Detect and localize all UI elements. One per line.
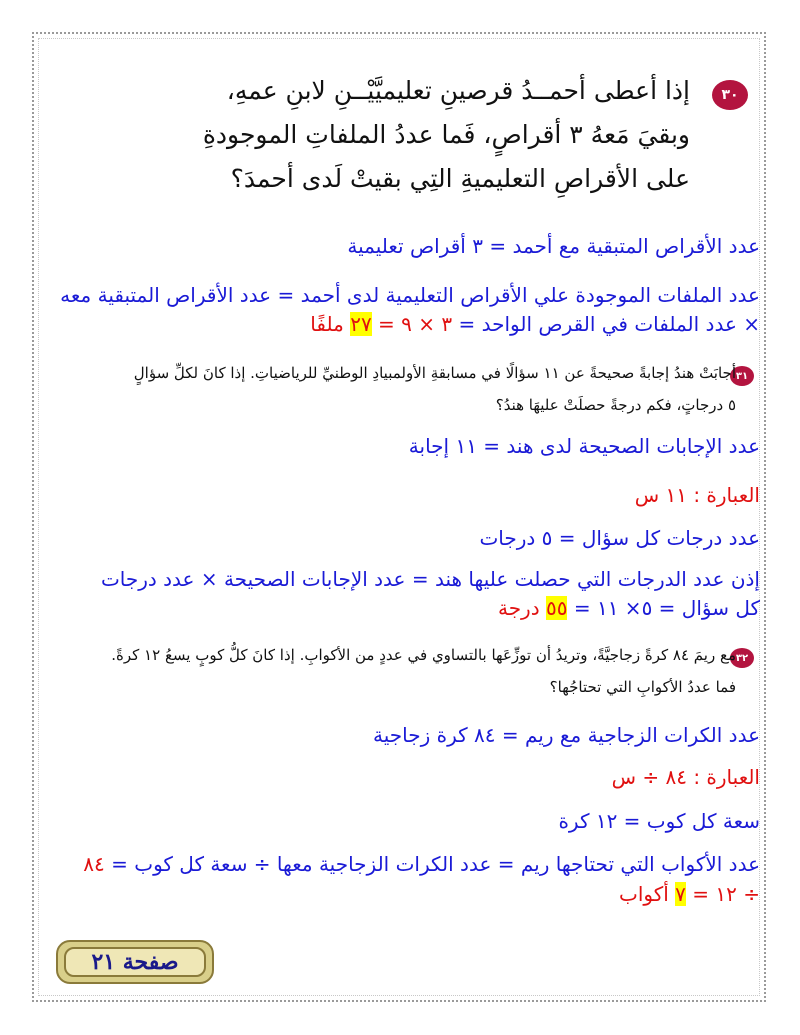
answer-31-line-1: عدد الإجابات الصحيحة لدى هند = ١١ إجابة — [408, 434, 760, 458]
answer-30-line-3 — [40, 312, 760, 336]
problem-number-badge-30 — [712, 80, 748, 110]
answer-text: كل سؤال = — [652, 596, 760, 620]
answer-text: × عدد الملفات في القرص الواحد = — [452, 312, 760, 336]
answer-31-line-3: عدد درجات كل سؤال = ٥ درجات — [479, 526, 760, 550]
answer-unit: درجة — [497, 596, 546, 620]
question-31-line-1: أجابَتْ هندُ إجابةً صحيحةً عن ١١ سؤالًا في مسابقةِ الأولمبيادِ الوطنيِّ للرياضياتِ. إذا كانَ لكلِّ سؤالٍ — [133, 364, 736, 382]
answer-32-line-3: سعة كل كوب = ١٢ كرة — [558, 809, 760, 833]
answer-result-highlight: ٥٥ — [545, 596, 568, 620]
answer-31-line-2: العبارة : ١١ س — [634, 483, 760, 507]
answer-30-line-2: عدد الملفات الموجودة علي الأقراص التعليمية لدى أحمد = عدد الأقراص المتبقية معه — [60, 283, 760, 307]
page-number-label: صفحة ٢١ — [64, 947, 206, 977]
problem-number: ٣٠ — [721, 87, 739, 103]
answer-30-line-1: عدد الأقراص المتبقية مع أحمد = ٣ أقراص تعليمية — [347, 234, 760, 258]
answer-32-line-1: عدد الكرات الزجاجية مع ريم = ٨٤ كرة زجاجية — [373, 723, 760, 747]
page-number-box — [56, 940, 214, 984]
answer-unit: ملفًا — [310, 312, 351, 336]
answer-calculation: ÷ ١٢ = — [685, 882, 760, 906]
answer-result-highlight: ٧ — [675, 882, 686, 906]
answer-calculation: ٣ × ٩ = — [371, 312, 453, 336]
answer-31-line-4: إذن عدد الدرجات التي حصلت عليها هند = عدد الإجابات الصحيحة × عدد درجات — [100, 567, 760, 591]
question-30-line-3: على الأقراصِ التعليميةِ التِي بقيتْ لَدى أحمدَ؟ — [230, 164, 690, 193]
question-30-line-1: إذا أعطى أحمــدُ قرصينِ تعليميَّيْــنِ لابنِ عمهِ، — [226, 76, 690, 105]
problem-number: ٣٢ — [735, 652, 749, 664]
answer-32-line-2: العبارة : ٨٤ ÷ س — [611, 765, 760, 789]
question-30-line-2: وبقيَ مَعهُ ٣ أقراصٍ، فَما عددُ الملفاتِ الموجودةِ — [202, 120, 690, 149]
question-32-line-1: مع ريمَ ٨٤ كرةً زجاجيَّةً، وتريدُ أن توزِّعَها بالتساوي في عددٍ من الأكوابِ. إذا كانَ كلُّ كوبٍ يسعُ ١٢ كرةً. — [111, 646, 736, 664]
problem-number: ٣١ — [735, 370, 749, 382]
question-32-line-2: فما عددُ الأكوابِ التي تحتاجُها؟ — [549, 678, 736, 696]
answer-32-line-4 — [40, 852, 760, 876]
answer-result-highlight: ٢٧ — [350, 312, 372, 336]
answer-31-line-5 — [40, 596, 760, 620]
answer-text: عدد الأكواب التي تحتاجها ريم = عدد الكرات الزجاجية معها ÷ سعة كل كوب = — [104, 852, 760, 876]
answer-32-line-5 — [40, 882, 760, 906]
answer-calculation: ٥× ١١ = — [567, 596, 653, 620]
answer-value: ٨٤ — [83, 852, 105, 876]
question-31-line-2: ٥ درجاتٍ، فكم درجةً حصلَتْ عليهَا هندُ؟ — [495, 396, 736, 414]
answer-unit: أكواب — [619, 882, 676, 906]
